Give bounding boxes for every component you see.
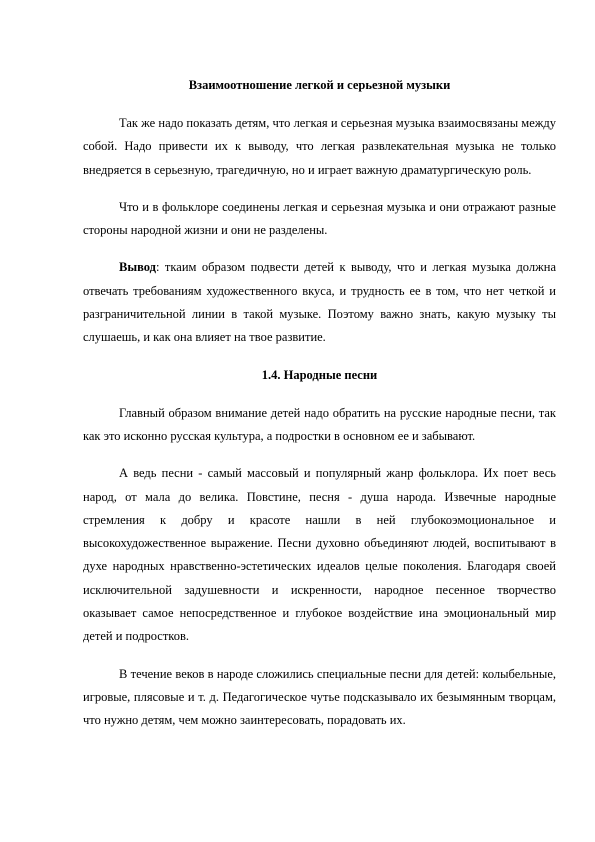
paragraph-children-songs: В течение веков в народе сложились специальные песни для детей: колыбельные, игровые, плясовые и т. д. Педагогическое чутье подсказывало их безымянным творцам, что нужно детям, чем можно заинтересовать, порадовать их. — [83, 666, 556, 728]
paragraph-folklore: Что и в фольклоре соединены легкая и серьезная музыка и они отражают разные стороны народной жизни и они не разделены. — [83, 199, 556, 238]
paragraph-conclusion — [83, 256, 556, 349]
conclusion-text: : ткаим образом подвести детей к выводу, что и легкая музыка должна отвечать требованиям художественного вкуса, и трудность ее в том, что нет четкой и разграничительной линии в такой музыке. Поэтому важно знать, какую музыку ты слушаешь, и как она влияет на твое развитие. — [83, 260, 556, 345]
paragraph-song-genre: А ведь песни - самый массовый и популярный жанр фольклора. Их поет весь народ, от мала до велика. Повстине, песня - душа народа. Извечные народные стремления к добру и красоте нашли в ней глубокоэмоциональное и высокохудожественное выражение. Песни духовно объединяют людей, воспитывают в духе народных нравственно-эстетических идеалов целые поколения. Благодаря своей исключительной задушевности и искренности, народное песенное творчество оказывает самое непосредственное и глубокое воздействие ина эмоциональный мир детей и подростков. — [83, 466, 556, 644]
document-title: Взаимоотношение легкой и серьезной музыки — [188, 78, 451, 92]
section-heading-folk-songs: 1.4. Народные песни — [261, 367, 378, 382]
conclusion-lead: Вывод — [119, 260, 156, 275]
paragraph-interrelation: Так же надо показать детям, что легкая и серьезная музыка взаимосвязаны между собой. Надо привести их к выводу, что легкая развлекательная музыка не только внедряется в серьезную, трагедичную, но и играет важную драматургическую роль. — [83, 116, 556, 177]
document-page — [83, 74, 556, 747]
paragraph-russian-songs: Главный образом внимание детей надо обратить на русские народные песни, так как это исконно русская культура, а подростки в основном ее и забывают. — [83, 405, 556, 443]
